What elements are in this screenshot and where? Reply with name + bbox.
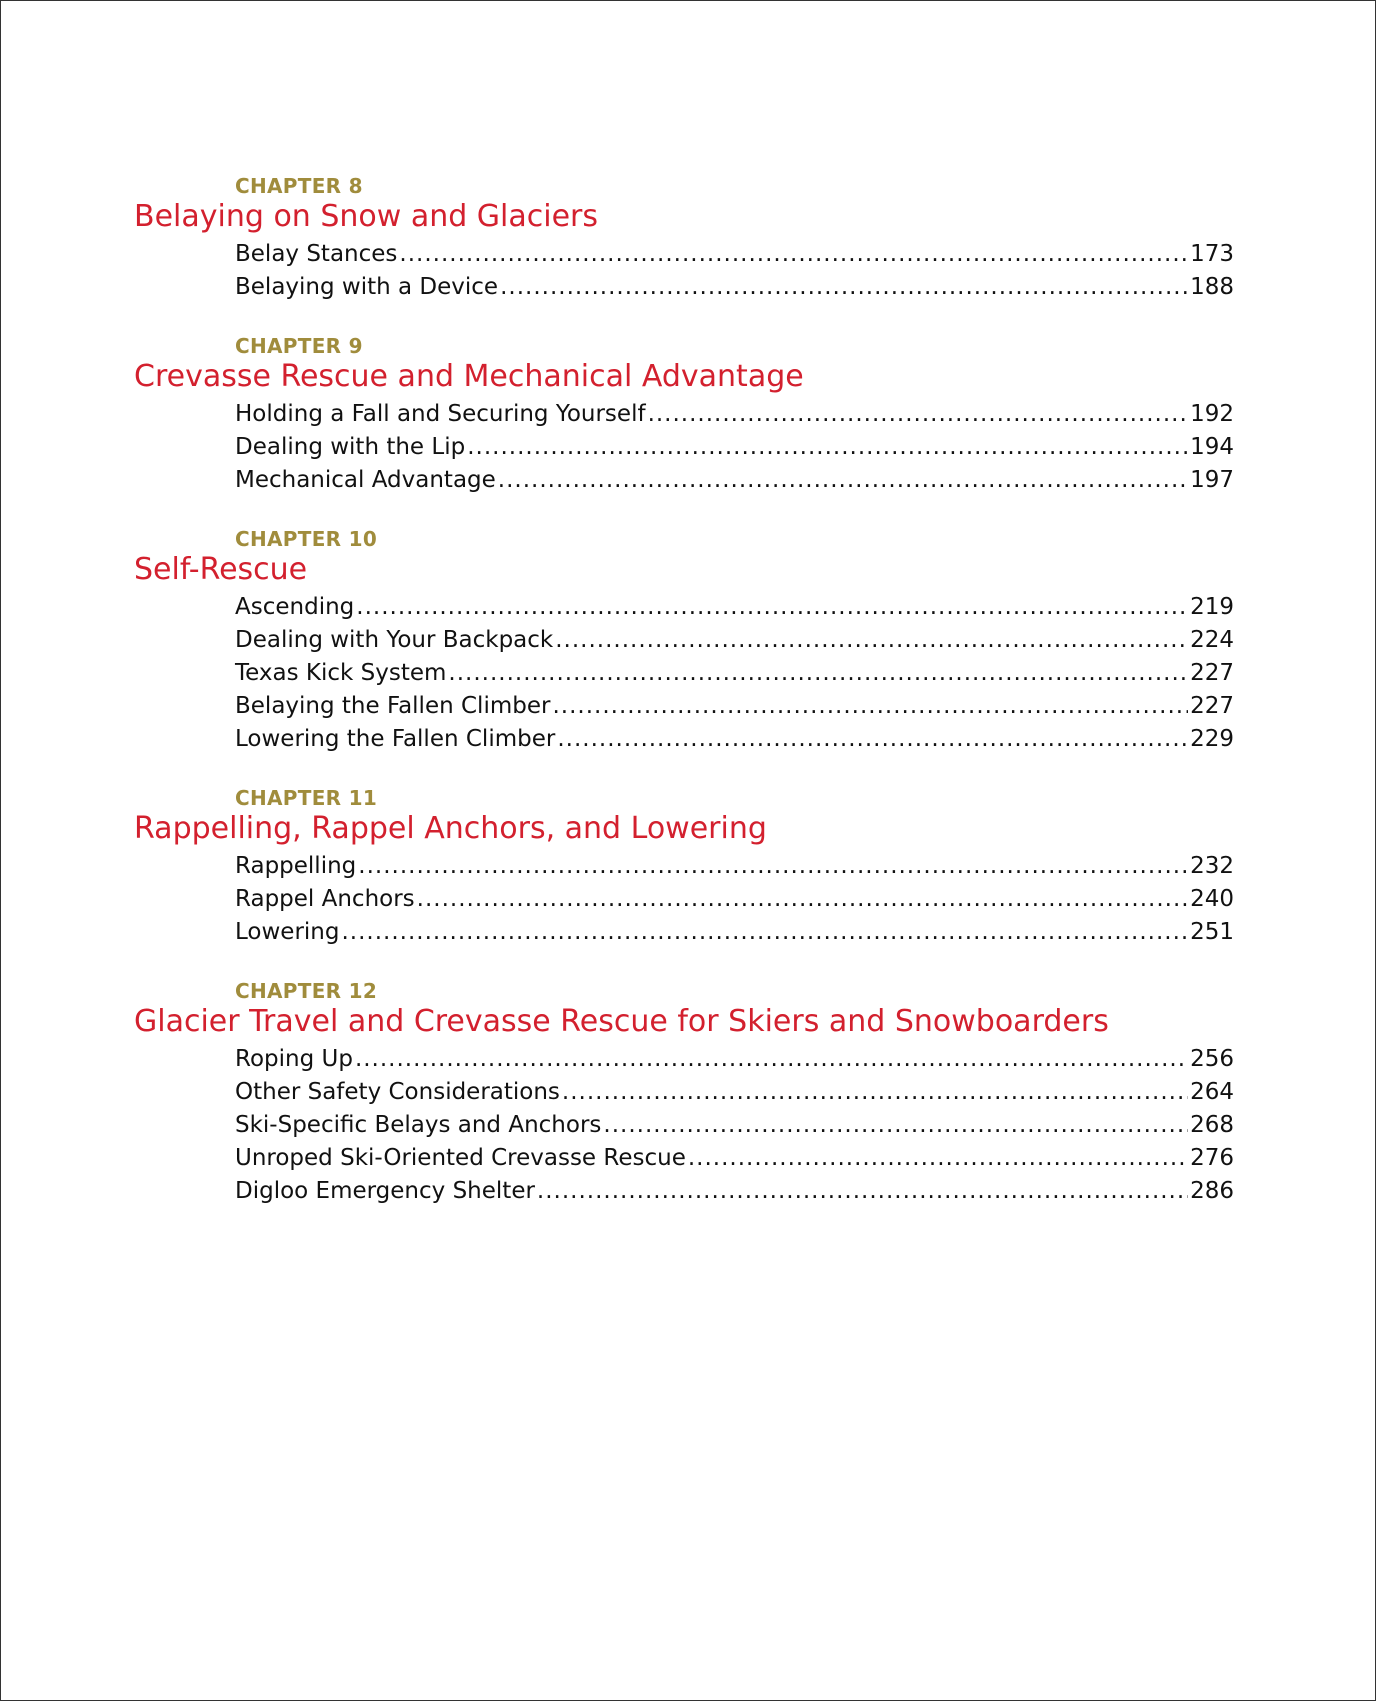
toc-entry-label: Rappelling	[235, 853, 357, 879]
chapter-number: CHAPTER 11	[235, 786, 378, 810]
toc-entry-label: Texas Kick System	[235, 660, 447, 686]
toc-entry[interactable]	[235, 398, 1234, 431]
toc-entry-page: 194	[1190, 434, 1234, 460]
toc-entry[interactable]	[235, 591, 1234, 624]
dot-leader	[537, 1175, 1188, 1208]
dot-leader	[448, 657, 1188, 690]
dot-leader	[358, 850, 1188, 883]
toc-entry-page: 276	[1190, 1145, 1234, 1171]
chapter-title: Belaying on Snow and Glaciers	[134, 199, 599, 234]
toc-entry-page: 219	[1190, 594, 1234, 620]
toc-entry-label: Lowering	[235, 919, 340, 945]
toc-entry-label: Lowering the Fallen Climber	[235, 726, 556, 752]
toc-entry-label: Other Safety Considerations	[235, 1079, 560, 1105]
dot-leader	[467, 431, 1188, 464]
chapter-section	[134, 978, 1234, 1208]
dot-leader	[555, 624, 1188, 657]
toc-entry-page: 256	[1190, 1046, 1234, 1072]
dot-leader	[500, 271, 1188, 304]
dot-leader	[399, 238, 1188, 271]
toc-entry-page: 224	[1190, 627, 1234, 653]
toc-entry[interactable]	[235, 431, 1234, 464]
chapter-title: Self-Rescue	[134, 552, 308, 587]
dot-leader	[688, 1142, 1188, 1175]
chapter-number: CHAPTER 12	[235, 979, 378, 1003]
toc-entry-page: 227	[1190, 660, 1234, 686]
toc-entry-label: Rappel Anchors	[235, 886, 415, 912]
toc-entry[interactable]	[235, 1043, 1234, 1076]
dot-leader	[552, 690, 1188, 723]
toc-entry[interactable]	[235, 624, 1234, 657]
toc-entry-label: Holding a Fall and Securing Yourself	[235, 401, 646, 427]
table-of-contents	[134, 173, 1234, 1237]
toc-entry[interactable]	[235, 850, 1234, 883]
toc-entry-label: Unroped Ski-Oriented Crevasse Rescue	[235, 1145, 686, 1171]
toc-entry-label: Digloo Emergency Shelter	[235, 1178, 535, 1204]
toc-entry-page: 192	[1190, 401, 1234, 427]
toc-entry-page: 173	[1190, 241, 1234, 267]
toc-entry-page: 268	[1190, 1112, 1234, 1138]
toc-entry[interactable]	[235, 271, 1234, 304]
toc-entry[interactable]	[235, 1142, 1234, 1175]
toc-entry-page: 229	[1190, 726, 1234, 752]
chapter-title: Rappelling, Rappel Anchors, and Lowering	[134, 811, 767, 846]
dot-leader	[562, 1076, 1188, 1109]
toc-entry-label: Dealing with the Lip	[235, 434, 466, 460]
dot-leader	[498, 464, 1188, 497]
toc-entry-page: 232	[1190, 853, 1234, 879]
chapter-section	[134, 785, 1234, 949]
toc-entry[interactable]	[235, 723, 1234, 756]
toc-entry-label: Mechanical Advantage	[235, 467, 496, 493]
chapter-title: Crevasse Rescue and Mechanical Advantage	[134, 359, 804, 394]
toc-entry[interactable]	[235, 464, 1234, 497]
chapter-section	[134, 173, 1234, 304]
toc-entry-label: Belaying the Fallen Climber	[235, 693, 551, 719]
chapter-title: Glacier Travel and Crevasse Rescue for Skiers and Snowboarders	[134, 1004, 1109, 1039]
dot-leader	[557, 723, 1188, 756]
chapter-entries	[235, 850, 1234, 949]
toc-entry-label: Belaying with a Device	[235, 274, 499, 300]
toc-entry[interactable]	[235, 1109, 1234, 1142]
toc-entry-page: 227	[1190, 693, 1234, 719]
toc-entry-page: 197	[1190, 467, 1234, 493]
toc-entry[interactable]	[235, 657, 1234, 690]
toc-entry-label: Ski-Specific Belays and Anchors	[235, 1112, 602, 1138]
toc-entry-label: Dealing with Your Backpack	[235, 627, 554, 653]
toc-entry-page: 188	[1190, 274, 1234, 300]
chapter-entries	[235, 398, 1234, 497]
toc-entry-label: Ascending	[235, 594, 355, 620]
chapter-number: CHAPTER 8	[235, 174, 363, 198]
chapter-section	[134, 333, 1234, 497]
toc-entry[interactable]	[235, 883, 1234, 916]
chapter-number: CHAPTER 10	[235, 527, 378, 551]
dot-leader	[648, 398, 1189, 431]
toc-entry-page: 240	[1190, 886, 1234, 912]
toc-entry[interactable]	[235, 690, 1234, 723]
toc-entry-page: 286	[1190, 1178, 1234, 1204]
chapter-entries	[235, 238, 1234, 304]
toc-entry[interactable]	[235, 916, 1234, 949]
chapter-section	[134, 526, 1234, 756]
dot-leader	[417, 883, 1188, 916]
toc-entry-page: 251	[1190, 919, 1234, 945]
dot-leader	[356, 591, 1188, 624]
chapter-entries	[235, 591, 1234, 756]
toc-entry[interactable]	[235, 238, 1234, 271]
toc-entry-label: Roping Up	[235, 1046, 353, 1072]
toc-entry[interactable]	[235, 1175, 1234, 1208]
dot-leader	[341, 916, 1188, 949]
toc-entry[interactable]	[235, 1076, 1234, 1109]
chapter-entries	[235, 1043, 1234, 1208]
chapter-number: CHAPTER 9	[235, 334, 363, 358]
dot-leader	[603, 1109, 1188, 1142]
toc-entry-label: Belay Stances	[235, 241, 398, 267]
dot-leader	[355, 1043, 1188, 1076]
toc-entry-page: 264	[1190, 1079, 1234, 1105]
